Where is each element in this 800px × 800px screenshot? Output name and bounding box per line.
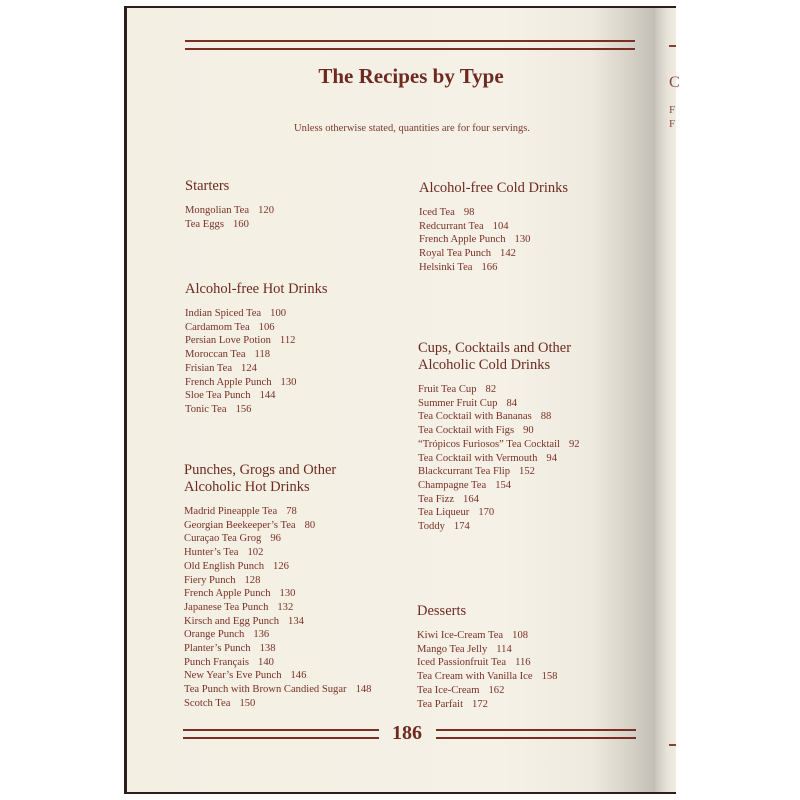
recipe-page: 118 (254, 349, 271, 361)
recipe-name: Cardamom Tea (185, 321, 250, 333)
recipe-page: 154 (495, 479, 512, 491)
recipe-entry (418, 506, 580, 520)
recipe-page: 140 (258, 656, 274, 668)
recipe-name: Tea Ice-Cream (417, 684, 480, 696)
recipe-entry (184, 587, 371, 601)
recipe-page: 78 (286, 506, 297, 517)
recipe-name: Frisian Tea (185, 362, 233, 374)
recipe-name: New Year’s Eve Punch (184, 670, 282, 682)
recipe-entry (185, 218, 274, 232)
recipe-entry (417, 643, 557, 657)
recipe-page: 106 (258, 321, 275, 333)
section-heading: Alcohol-free Cold Drinks (419, 180, 568, 196)
recipe-page: 124 (241, 362, 257, 374)
page-number: 186 (392, 722, 422, 744)
recipe-page: 114 (496, 643, 512, 655)
recipe-page: 136 (253, 629, 270, 641)
recipe-name: “Trópicos Furiosos” Tea Cocktail (418, 438, 560, 450)
recipe-page: 82 (485, 384, 497, 395)
recipe-page: 96 (270, 533, 281, 545)
recipe-page: 148 (355, 684, 372, 696)
recipe-page: 170 (478, 507, 495, 519)
recipe-name: Helsinki Tea (419, 261, 473, 273)
recipe-entry (185, 334, 328, 348)
recipe-name: Mongolian Tea (185, 205, 250, 216)
recipe-name: Tea Eggs (185, 218, 224, 230)
recipe-name: Fruit Tea Cup (418, 384, 477, 395)
recipe-page: 92 (568, 438, 580, 450)
recipe-entry (418, 493, 580, 507)
recipe-entry (185, 348, 328, 362)
recipe-name: Champagne Tea (418, 479, 487, 491)
recipe-page: 130 (279, 588, 296, 600)
next-page-bottom-rule (669, 744, 676, 746)
recipe-name: Redcurrant Tea (419, 220, 484, 232)
recipe-name: Kiwi Ice-Cream Tea (417, 630, 504, 641)
recipe-page: 130 (280, 376, 297, 388)
recipe-entry (418, 479, 580, 493)
recipe-name: Scotch Tea (184, 697, 231, 709)
section-hot-drinks (185, 281, 328, 417)
recipe-entry (418, 397, 580, 411)
recipe-entry (417, 670, 557, 684)
recipe-page: 108 (512, 630, 529, 641)
recipe-entry (184, 519, 371, 533)
section-heading: Alcohol-free Hot Drinks (185, 281, 328, 297)
recipe-name: Tea Liqueur (418, 507, 470, 519)
page-subtitle: Unless otherwise stated, quantities are for four servings. (294, 123, 530, 134)
recipe-entry (184, 683, 371, 697)
recipe-entry (185, 376, 328, 390)
recipe-entry (184, 697, 371, 711)
recipe-name: Tea Cocktail with Vermouth (418, 452, 538, 464)
recipe-page: 84 (506, 397, 518, 409)
next-page-top-rule (669, 45, 676, 47)
recipe-page: 126 (273, 560, 289, 572)
recipe-entry (417, 698, 557, 712)
recipe-entry (419, 220, 568, 234)
recipe-name: Blackcurrant Tea Flip (418, 466, 511, 478)
recipe-name: Madrid Pineapple Tea (184, 506, 278, 517)
recipe-page: 134 (288, 615, 304, 627)
recipe-name: Tea Fizz (418, 493, 455, 505)
recipe-entry (418, 383, 580, 397)
recipe-page: 162 (488, 684, 505, 696)
recipe-name: Tea Parfait (417, 698, 464, 710)
recipe-entry (184, 601, 371, 615)
recipe-page: 156 (235, 403, 252, 415)
recipe-entry (418, 465, 580, 479)
recipe-name: Kirsch and Egg Punch (184, 615, 280, 627)
recipe-entry (418, 520, 580, 534)
recipe-name: Orange Punch (184, 629, 245, 641)
recipe-name: Punch Français (184, 656, 250, 668)
recipe-entry (417, 629, 557, 643)
recipe-page: 138 (259, 643, 276, 655)
recipe-name: Tea Punch with Brown Candied Sugar (184, 684, 347, 696)
recipe-page: 152 (519, 466, 535, 478)
recipe-page: 132 (277, 601, 294, 613)
recipe-name: Iced Tea (419, 207, 455, 218)
recipe-name: Toddy (418, 521, 445, 533)
recipe-list (419, 206, 568, 275)
recipe-entry (184, 656, 371, 670)
recipe-entry (185, 403, 328, 417)
recipe-entry (417, 684, 557, 698)
recipe-page: 120 (258, 205, 274, 216)
section-heading: Cups, Cocktails and Other Alcoholic Cold Drinks (418, 340, 572, 373)
next-page-letter: F (669, 104, 676, 116)
recipe-page: 80 (304, 519, 316, 531)
recipe-entry (185, 307, 328, 321)
recipe-entry (418, 424, 580, 438)
footer-rule-right (436, 729, 636, 739)
recipe-name: Tea Cream with Vanilla Ice (417, 671, 533, 683)
recipe-entry (419, 261, 568, 275)
recipe-name: Fiery Punch (184, 574, 236, 586)
recipe-name: Sloe Tea Punch (185, 390, 251, 402)
recipe-name: French Apple Punch (184, 588, 271, 600)
recipe-page: 98 (463, 207, 475, 218)
recipe-page: 130 (514, 234, 531, 246)
recipe-list (184, 505, 371, 711)
section-cocktails (418, 340, 580, 534)
section-cold-drinks (419, 180, 568, 275)
recipe-entry (185, 321, 328, 335)
recipe-entry (418, 438, 580, 452)
recipe-entry (184, 628, 371, 642)
recipe-page: 150 (239, 697, 256, 709)
recipe-page: 100 (270, 308, 287, 319)
recipe-entry (184, 642, 371, 656)
recipe-name: Tea Cocktail with Figs (418, 425, 515, 437)
recipe-page: 142 (500, 248, 516, 260)
recipe-page: 102 (247, 547, 264, 559)
top-double-rule (185, 40, 635, 50)
section-punches (184, 462, 371, 711)
recipe-name: Old English Punch (184, 560, 265, 572)
recipe-entry (419, 233, 568, 247)
section-desserts (417, 603, 557, 711)
section-heading: Desserts (417, 603, 467, 619)
recipe-list (417, 629, 557, 711)
recipe-entry (184, 505, 371, 519)
section-heading: Starters (185, 178, 230, 194)
recipe-name: French Apple Punch (419, 234, 506, 246)
recipe-name: Indian Spiced Tea (185, 308, 262, 319)
recipe-name: Moroccan Tea (185, 349, 246, 361)
recipe-page: 172 (472, 698, 488, 710)
recipe-name: Tea Cocktail with Bananas (418, 411, 532, 423)
recipe-page: 94 (546, 452, 557, 464)
recipe-entry (184, 669, 371, 683)
footer-rule-left (183, 729, 379, 739)
recipe-entry (419, 206, 568, 220)
recipe-name: Royal Tea Punch (419, 248, 492, 260)
recipe-name: Japanese Tea Punch (184, 601, 269, 613)
recipe-name: Georgian Beekeeper’s Tea (184, 519, 296, 531)
recipe-page: 128 (244, 574, 261, 586)
recipe-name: Mango Tea Jelly (417, 643, 488, 655)
recipe-page: 166 (481, 261, 498, 273)
recipe-page: 90 (523, 425, 534, 437)
recipe-name: Persian Love Potion (185, 335, 271, 347)
recipe-name: Summer Fruit Cup (418, 397, 498, 409)
recipe-page: 146 (290, 670, 307, 682)
recipe-page: 116 (515, 657, 531, 669)
recipe-entry (417, 656, 557, 670)
next-page-letter: F (669, 118, 676, 130)
recipe-page: 88 (540, 411, 552, 423)
recipe-name: French Apple Punch (185, 376, 272, 388)
recipe-list (185, 204, 274, 231)
recipe-name: Iced Passionfruit Tea (417, 657, 507, 669)
recipe-entry (185, 389, 328, 403)
recipe-list (185, 307, 328, 417)
recipe-name: Tonic Tea (185, 403, 227, 415)
recipe-entry (184, 615, 371, 629)
section-heading: Punches, Grogs and Other Alcoholic Hot Drinks (184, 462, 337, 495)
recipe-page: 160 (232, 218, 249, 230)
next-page-letter: C (669, 74, 680, 91)
recipe-list (418, 383, 580, 534)
recipe-entry (418, 452, 580, 466)
recipe-name: Curaçao Tea Grog (184, 533, 262, 545)
recipe-entry (185, 362, 328, 376)
recipe-page: 144 (259, 390, 276, 402)
recipe-page: 104 (492, 220, 509, 232)
page-title: The Recipes by Type (318, 64, 504, 88)
recipe-entry (419, 247, 568, 261)
recipe-page: 112 (279, 335, 296, 347)
recipe-entry (185, 204, 274, 218)
recipe-page: 174 (453, 521, 470, 533)
recipe-page: 158 (541, 671, 558, 683)
recipe-entry (184, 532, 371, 546)
recipe-entry (184, 574, 371, 588)
recipe-entry (418, 410, 580, 424)
recipe-name: Planter’s Punch (184, 643, 251, 655)
section-starters (185, 178, 274, 231)
recipe-name: Hunter’s Tea (184, 547, 239, 559)
recipe-entry (184, 546, 371, 560)
recipe-entry (184, 560, 371, 574)
recipe-page: 164 (463, 493, 479, 505)
